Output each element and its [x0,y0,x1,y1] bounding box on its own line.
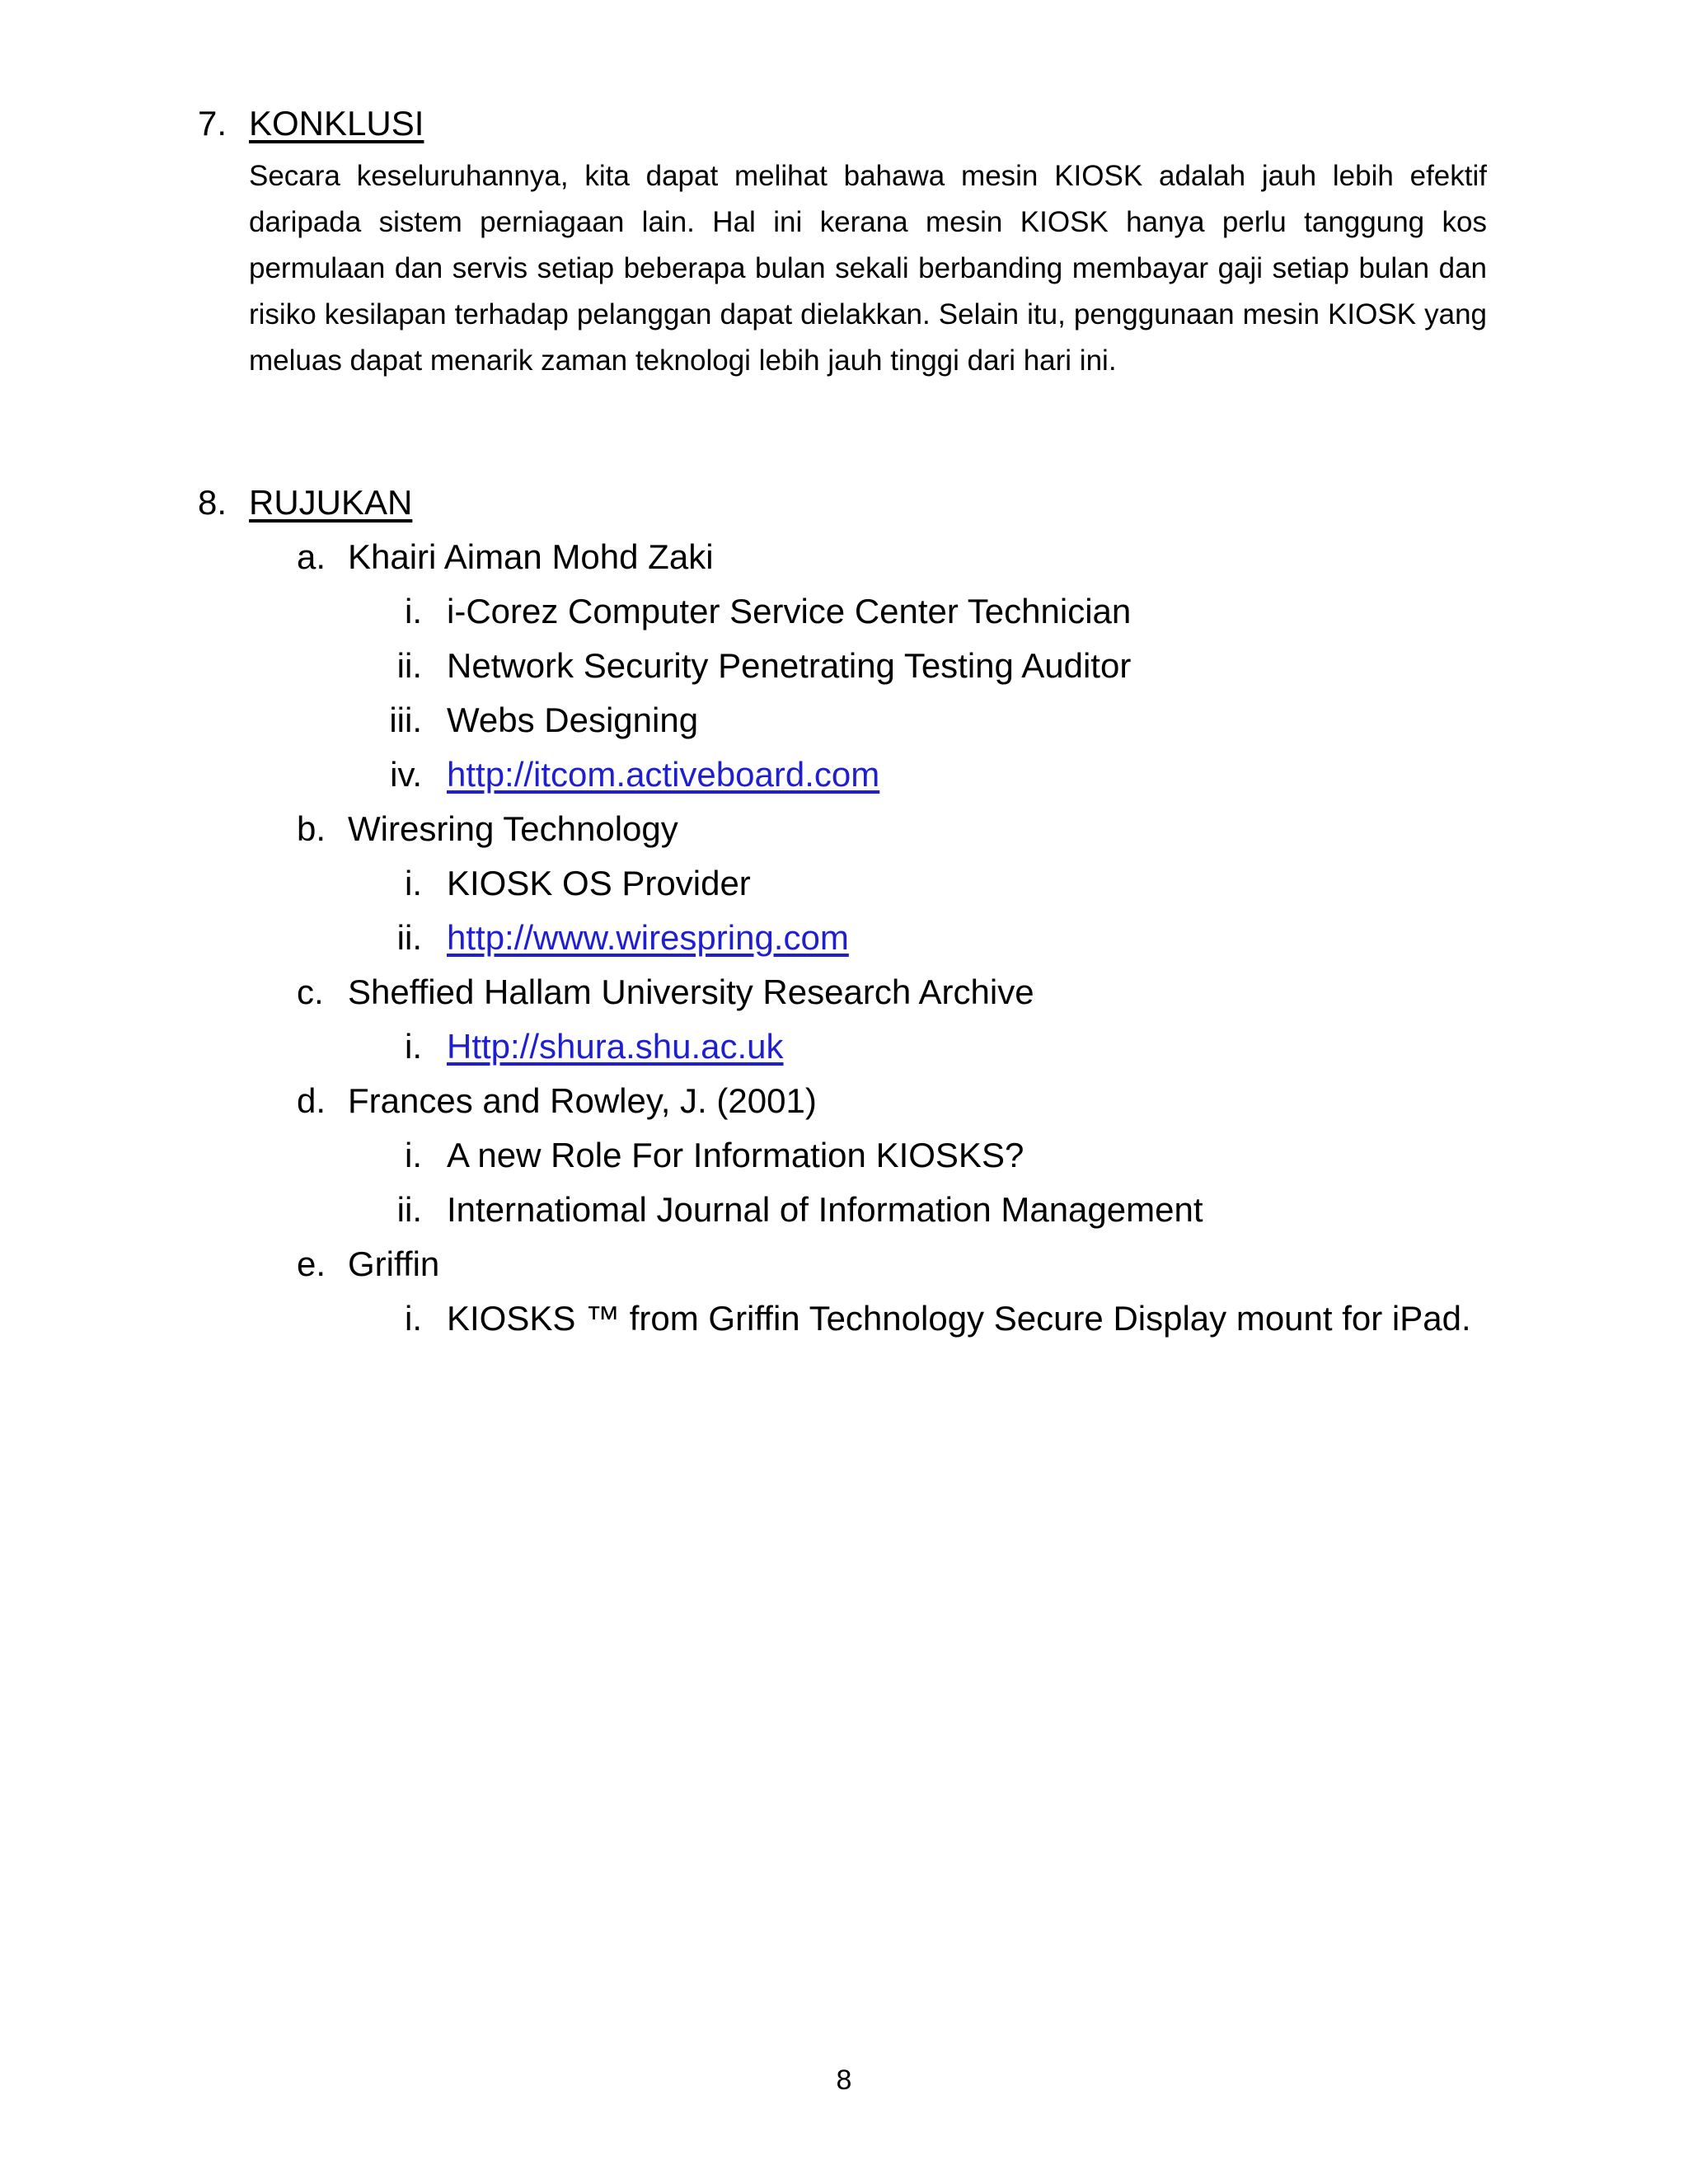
reference-label: Griffin [348,1244,440,1283]
list-marker: i. [405,864,422,902]
list-marker: a. [297,537,326,576]
reference-item [297,1243,439,1286]
list-marker: iv. [390,755,422,794]
reference-item [297,808,678,851]
page-number: 8 [836,2064,852,2096]
reference-subitem [363,753,879,796]
list-marker: c. [297,972,324,1011]
reference-item [297,536,714,579]
reference-subitem [363,1134,1024,1177]
reference-item [297,1080,817,1122]
reference-label: Wiresring Technology [348,809,678,848]
section-number: 8. [198,483,227,522]
list-marker: d. [297,1081,326,1120]
list-marker: iii. [389,701,422,739]
reference-item [297,971,1034,1014]
link-itcom-activeboard[interactable]: http://itcom.activeboard.com [447,755,880,794]
reference-subitem [363,1188,1203,1231]
reference-label: Khairi Aiman Mohd Zaki [348,537,714,576]
reference-label: Sheffied Hallam University Research Archive [348,972,1034,1011]
link-wirespring[interactable]: http://www.wirespring.com [447,918,849,957]
reference-sublabel: i-Corez Computer Service Center Technician [447,592,1132,630]
reference-sublabel: Webs Designing [447,701,699,739]
reference-subitem [363,644,1131,687]
list-marker: i. [405,592,422,630]
section-number: 7. [198,104,227,143]
list-marker: ii. [396,646,422,685]
section-title: KONKLUSI [249,104,424,143]
link-shura-shu[interactable]: Http://shura.shu.ac.uk [447,1027,784,1066]
list-marker: i. [405,1136,422,1174]
list-marker: b. [297,809,326,848]
list-marker: ii. [396,1190,422,1229]
list-marker: ii. [396,918,422,957]
reference-sublabel: KIOSKS ™ from Griffin Technology Secure Display mount for iPad. [447,1299,1471,1338]
section-heading-konklusi [198,102,424,145]
reference-sublabel: A new Role For Information KIOSKS? [447,1136,1025,1174]
reference-subitem [363,916,849,959]
section-title: RUJUKAN [249,483,413,522]
reference-sublabel: Internatiomal Journal of Information Management [447,1190,1203,1229]
section-heading-rujukan [198,481,412,524]
reference-sublabel: Network Security Penetrating Testing Auditor [447,646,1132,685]
reference-subitem [363,699,698,742]
reference-subitem [363,1025,784,1068]
reference-label: Frances and Rowley, J. (2001) [348,1081,817,1120]
conclusion-paragraph: Secara keseluruhannya, kita dapat melihat bahawa mesin KIOSK adalah jauh lebih efektif daripada sistem perniagaan lain. Hal ini kerana mesin KIOSK hanya perlu tanggung kos permulaan dan servis setiap beberapa bulan sekali berbanding membayar gaji setiap bulan dan risiko kesilapan terhadap pelanggan dapat dielakkan. Selain itu, penggunaan mesin KIOSK yang meluas dapat menarik zaman teknologi lebih jauh tinggi dari hari ini. [249,160,1487,377]
reference-subitem [363,862,751,905]
reference-subitem [363,590,1131,633]
reference-subitem [363,1297,1471,1340]
list-marker: i. [405,1299,422,1338]
reference-sublabel: KIOSK OS Provider [447,864,751,902]
list-marker: i. [405,1027,422,1066]
list-marker: e. [297,1244,326,1283]
